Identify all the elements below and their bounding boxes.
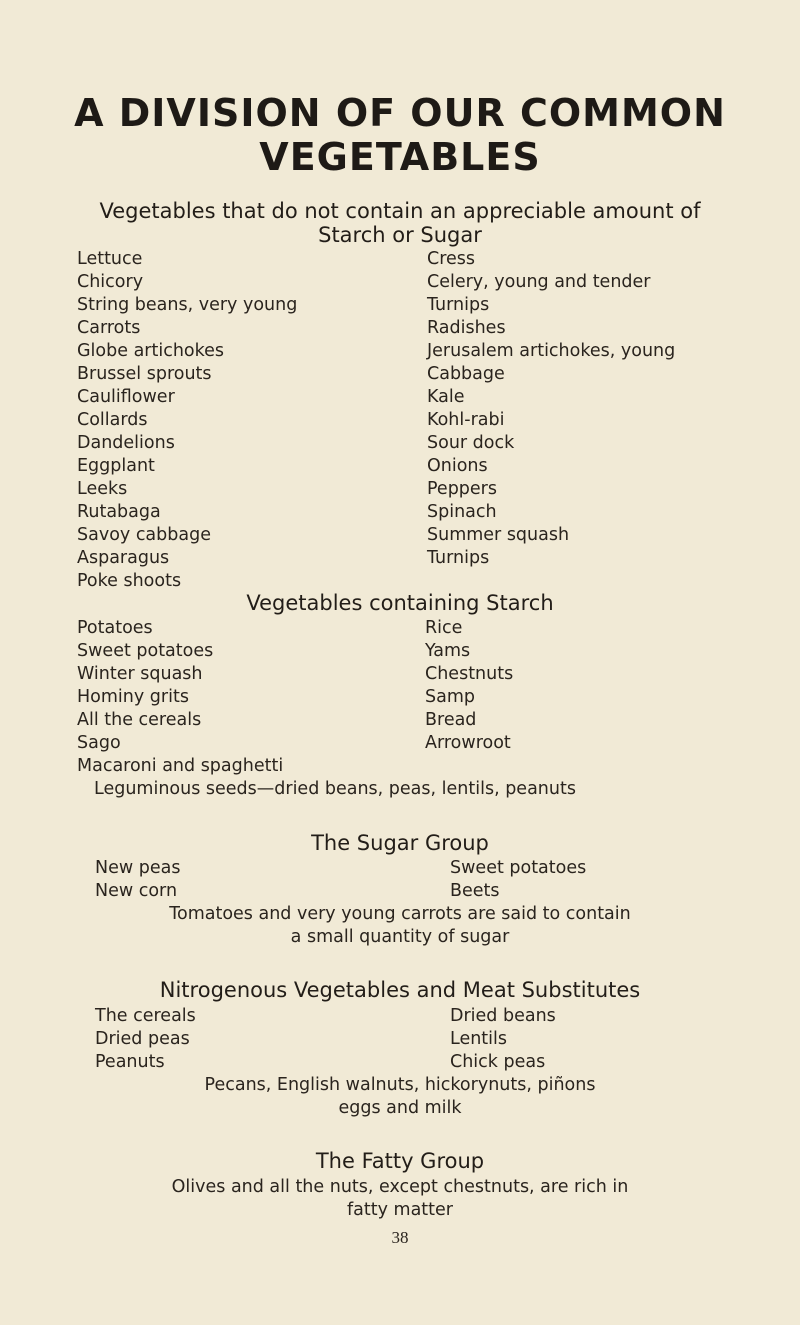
list-item: Chick peas (450, 1052, 546, 1072)
list-item: Turnips (427, 548, 490, 568)
fatty-note-line-1: Olives and all the nuts, except chestnuts, are rich in (171, 1177, 629, 1197)
fatty-note-line-2: fatty matter (347, 1200, 453, 1220)
starch-left-list (77, 617, 213, 755)
list-item: Onions (427, 456, 488, 476)
no-starch-heading-line-2: Starch or Sugar (318, 223, 482, 247)
page-title-line-1: A DIVISION OF OUR COMMON (74, 91, 726, 135)
nitrogenous-right-list (450, 1005, 556, 1074)
list-item: Arrowroot (425, 733, 511, 753)
list-item: Poke shoots (77, 571, 182, 591)
list-item: Bread (425, 710, 477, 730)
list-item: Jerusalem artichokes, young (427, 341, 676, 361)
fatty-heading: The Fatty Group (315, 1149, 485, 1173)
sugar-left-list (95, 857, 180, 903)
list-item: New peas (95, 858, 181, 878)
list-item: Cress (427, 249, 476, 269)
list-item: Brussel sprouts (77, 364, 212, 384)
list-item: Sour dock (427, 433, 515, 453)
starch-right-list (425, 617, 513, 755)
sugar-note-line-1: Tomatoes and very young carrots are said to contain (169, 904, 631, 924)
list-item: Winter squash (77, 664, 203, 684)
no-starch-heading-line-1: Vegetables that do not contain an appreciable amount of (99, 199, 701, 223)
list-item: Beets (450, 881, 500, 901)
list-item: Potatoes (77, 618, 153, 638)
list-item: Cabbage (427, 364, 505, 384)
list-item: Celery, young and tender (427, 272, 651, 292)
list-item: Carrots (77, 318, 141, 338)
list-item: Globe artichokes (77, 341, 225, 361)
list-item: Savoy cabbage (77, 525, 211, 545)
no-starch-right-list (427, 248, 675, 570)
sugar-right-list (450, 857, 586, 903)
list-item: Turnips (427, 295, 490, 315)
list-item: Leeks (77, 479, 128, 499)
list-item: Kale (427, 387, 465, 407)
list-item: Dried beans (450, 1006, 556, 1026)
list-item: Chestnuts (425, 664, 514, 684)
list-item: Kohl-rabi (427, 410, 505, 430)
sugar-heading: The Sugar Group (311, 831, 489, 855)
list-item: Collards (77, 410, 148, 430)
starch-heading: Vegetables containing Starch (246, 591, 554, 615)
list-item: Samp (425, 687, 475, 707)
list-item: Lentils (450, 1029, 508, 1049)
page-number: 38 (391, 1228, 409, 1247)
starch-extra-line-1: Macaroni and spaghetti (77, 756, 284, 776)
list-item: String beans, very young (77, 295, 298, 315)
list-item: Lettuce (77, 249, 143, 269)
list-item: Rutabaga (77, 502, 161, 522)
list-item: Asparagus (77, 548, 170, 568)
list-item: Yams (425, 641, 471, 661)
list-item: Eggplant (77, 456, 155, 476)
list-item: Hominy grits (77, 687, 189, 707)
starch-extra-line-2: Leguminous seeds—dried beans, peas, lentils, peanuts (94, 779, 576, 799)
list-item: Peppers (427, 479, 497, 499)
list-item: Sweet potatoes (450, 858, 587, 878)
nitrogenous-note-line-1: Pecans, English walnuts, hickorynuts, piñons (204, 1075, 596, 1095)
nitrogenous-heading: Nitrogenous Vegetables and Meat Substitutes (159, 978, 641, 1002)
list-item: Spinach (427, 502, 497, 522)
no-starch-left-list (77, 248, 297, 593)
list-item: New corn (95, 881, 178, 901)
list-item: Dried peas (95, 1029, 190, 1049)
list-item: Summer squash (427, 525, 570, 545)
list-item: Cauliflower (77, 387, 175, 407)
sugar-note-line-2: a small quantity of sugar (290, 927, 510, 947)
nitrogenous-left-list (95, 1005, 196, 1074)
list-item: Sago (77, 733, 121, 753)
list-item: All the cereals (77, 710, 202, 730)
list-item: The cereals (95, 1006, 196, 1026)
page-title-line-2: VEGETABLES (259, 135, 541, 179)
list-item: Chicory (77, 272, 144, 292)
nitrogenous-note-line-2: eggs and milk (338, 1098, 462, 1118)
list-item: Radishes (427, 318, 506, 338)
list-item: Dandelions (77, 433, 175, 453)
list-item: Sweet potatoes (77, 641, 214, 661)
list-item: Rice (425, 618, 463, 638)
list-item: Peanuts (95, 1052, 165, 1072)
